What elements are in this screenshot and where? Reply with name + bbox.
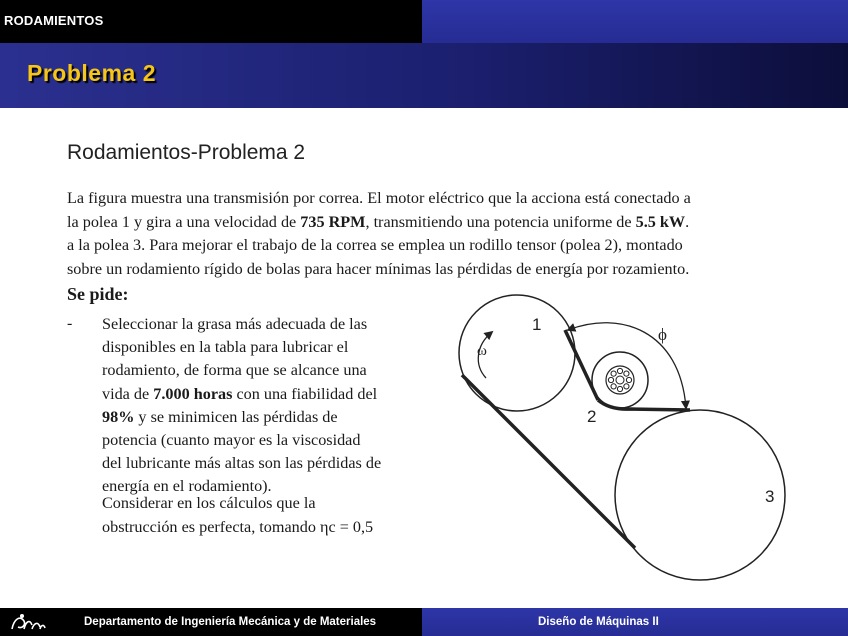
slide-title: Problema 2: [27, 60, 156, 86]
footer-bar: [0, 608, 848, 636]
section-label: RODAMIENTOS: [4, 13, 104, 28]
pulley-3-label: 3: [765, 487, 775, 506]
intro-line-4: sobre un rodamiento rígido de bolas para hacer mínimas las pérdidas de energía por rozamiento.: [67, 259, 690, 278]
bearing-balls: [608, 368, 631, 391]
pulley-1-label: 1: [532, 315, 542, 334]
reliability-value: 98%: [102, 407, 135, 426]
university-logo-icon: [8, 611, 48, 633]
phi-label: ϕ: [658, 325, 667, 344]
pulley-2: [592, 352, 648, 408]
footer-course: Diseño de Máquinas II: [538, 616, 659, 628]
hours-value: 7.000 horas: [153, 384, 233, 403]
calculation-note: Considerar en los cálculos que la obstrucción es perfecta, tomando ηc = 0,5: [102, 494, 374, 536]
top-bar: [0, 0, 848, 43]
footer-department: Departamento de Ingeniería Mecánica y de Materiales: [84, 616, 377, 628]
bearing-inner: [616, 376, 624, 384]
phi-arc: [568, 323, 686, 408]
rpm-value: 735 RPM: [300, 212, 366, 231]
pulley-3: [615, 410, 785, 580]
document-heading: Rodamientos-Problema 2: [67, 141, 306, 164]
task-item: Seleccionar la grasa más adecuada de las disponibles en la tabla para lubricar el rodamiento, de forma que se alcance una vida de 7.000 horas con una fiabilidad del 98% y se minimicen las pérdidas de potencia (cuanto mayor es la viscosidad del lubricante más altas son las pérdidas de energía en el rodamiento).: [102, 315, 382, 496]
intro-line-3: a la polea 3. Para mejorar el trabajo de la correa se emplea un rodillo tensor (polea 2), montado: [67, 236, 683, 254]
belt-drive-diagram: [440, 290, 800, 590]
intro-line-1: La figura muestra una transmisión por correa. El motor eléctrico que la acciona está conectado a: [67, 189, 691, 207]
power-value: 5.5 kW: [635, 212, 686, 231]
pulley-2-label: 2: [587, 407, 597, 426]
top-bar-right: [422, 0, 848, 43]
intro-line-2: la polea 1 y gira a una velocidad de 735 RPM, transmitiendo una potencia uniforme de 5.5 kW.: [67, 212, 690, 231]
omega-label: ω: [477, 343, 487, 359]
title-bar: [0, 43, 848, 108]
bearing-outer: [606, 366, 634, 394]
bullet-dash: -: [67, 315, 73, 332]
se-pide-heading: Se pide:: [67, 284, 129, 304]
intro-paragraph: [67, 187, 792, 281]
belt: [462, 330, 690, 548]
